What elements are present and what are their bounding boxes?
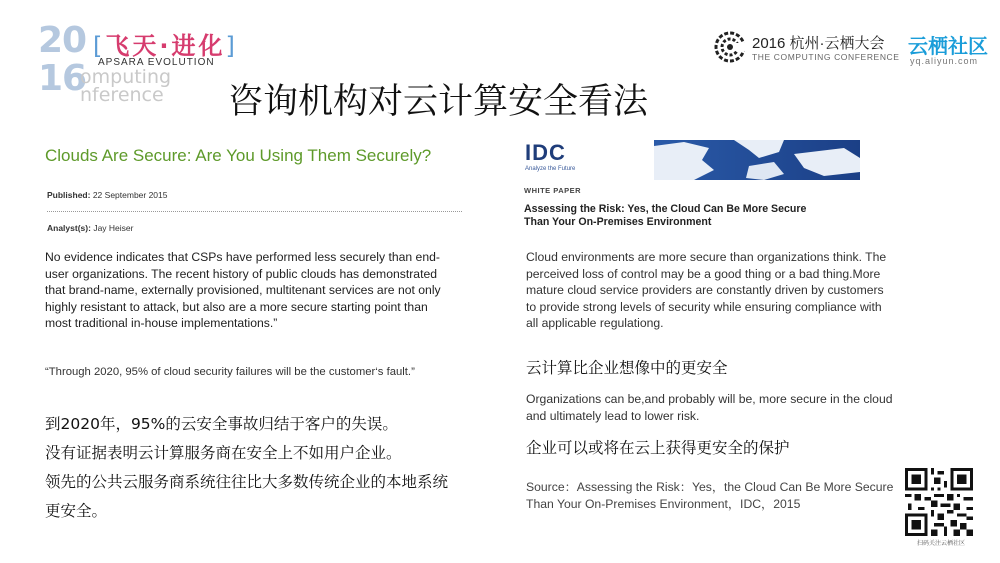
- source-citation: Source：Assessing the Risk：Yes，the Cloud Can Be More Secure Than Your On-Premises Environment，IDC，2015: [526, 480, 894, 511]
- page-title: 咨询机构对云计算安全看法: [228, 82, 649, 122]
- cn-line: 没有证据表明云计算服务商在安全上不如用户企业。: [45, 444, 402, 462]
- gartner-body-text: No evidence indicates that CSPs have performed less securely than end-user organizations. The recent history of public clouds has demonstrated that brand-name, externally provisioned, multitenant services are not only highly resistant to attack, but also are a more secure starting point than most traditional in-house implementations.”: [45, 250, 441, 331]
- gartner-analyst: [47, 223, 133, 233]
- cn-line: 到2020年，95%的云安全事故归结于客户的失误。: [45, 415, 398, 433]
- conference-subtitle: THE COMPUTING CONFERENCE: [752, 52, 900, 62]
- logo-ghost-text-1: omputing: [80, 66, 172, 88]
- left-chinese-summary: [45, 412, 505, 528]
- idc-body-text: Cloud environments are more secure than organizations think. The perceived loss of control may be a good thing or a bad thing.More mature cloud service providers are constantly driven by customers to provide strong levels of security while ensuring compliance with all applicable regulationg.: [526, 250, 887, 331]
- cn-line: 领先的公共云服务商系统往往比大多数传统企业的本地系统: [45, 473, 449, 491]
- qr-code-image[interactable]: [905, 468, 973, 536]
- yunqi-brand: 云栖社区: [908, 36, 988, 58]
- cn-line: 更安全。: [45, 502, 108, 520]
- gartner-report-title: Clouds Are Secure: Are You Using Them Securely?: [45, 146, 432, 165]
- idc-chinese-line-2: 企业可以或将在云上获得更安全的保护: [526, 439, 790, 457]
- yunqi-url: yq.aliyun.com: [910, 56, 979, 66]
- qr-caption: 扫码关注云栖社区: [916, 541, 965, 547]
- logo-ghost-text-2: nference: [80, 84, 164, 106]
- conference-title: 2016 杭州·云栖大会: [752, 35, 885, 52]
- analyst-name: Jay Heiser: [93, 223, 134, 233]
- conference-logo: [714, 31, 1000, 71]
- idc-header-banner: [522, 140, 860, 180]
- white-paper-label: WHITE PAPER: [524, 186, 582, 195]
- dotted-divider: [47, 211, 462, 212]
- gartner-published: [47, 190, 168, 200]
- logo-title: [93, 26, 238, 61]
- gartner-quote: “Through 2020, 95% of cloud security failures will be the customer‘s fault.”: [45, 366, 415, 378]
- logo-year-top: 20: [38, 20, 87, 61]
- logo-bracket-close: ]: [225, 32, 238, 60]
- analyst-label: Analyst(s):: [47, 223, 91, 233]
- logo-bracket-open: [: [93, 32, 106, 60]
- idc-chinese-line-1: 云计算比企业想像中的更安全: [526, 359, 728, 377]
- idc-logo: IDC: [525, 140, 566, 165]
- logo-title-cn: 飞天·进化: [105, 32, 226, 60]
- published-date: 22 September 2015: [92, 190, 168, 200]
- conference-spiral-icon: [714, 31, 746, 63]
- idc-body-text-2: Organizations can be,and probably will be, more secure in the cloud and ultimately lead to lower risk.: [526, 392, 893, 423]
- apsara-event-logo: [38, 20, 248, 106]
- white-paper-title: Assessing the Risk: Yes, the Cloud Can Be More Secure Than Your On-Premises Environment: [524, 203, 807, 228]
- logo-subtitle: APSARA EVOLUTION: [98, 57, 215, 68]
- idc-tagline: Analyze the Future: [525, 166, 576, 172]
- logo-year-bottom: 16: [38, 58, 87, 99]
- published-label: Published:: [47, 190, 91, 200]
- world-map-image: [654, 140, 860, 180]
